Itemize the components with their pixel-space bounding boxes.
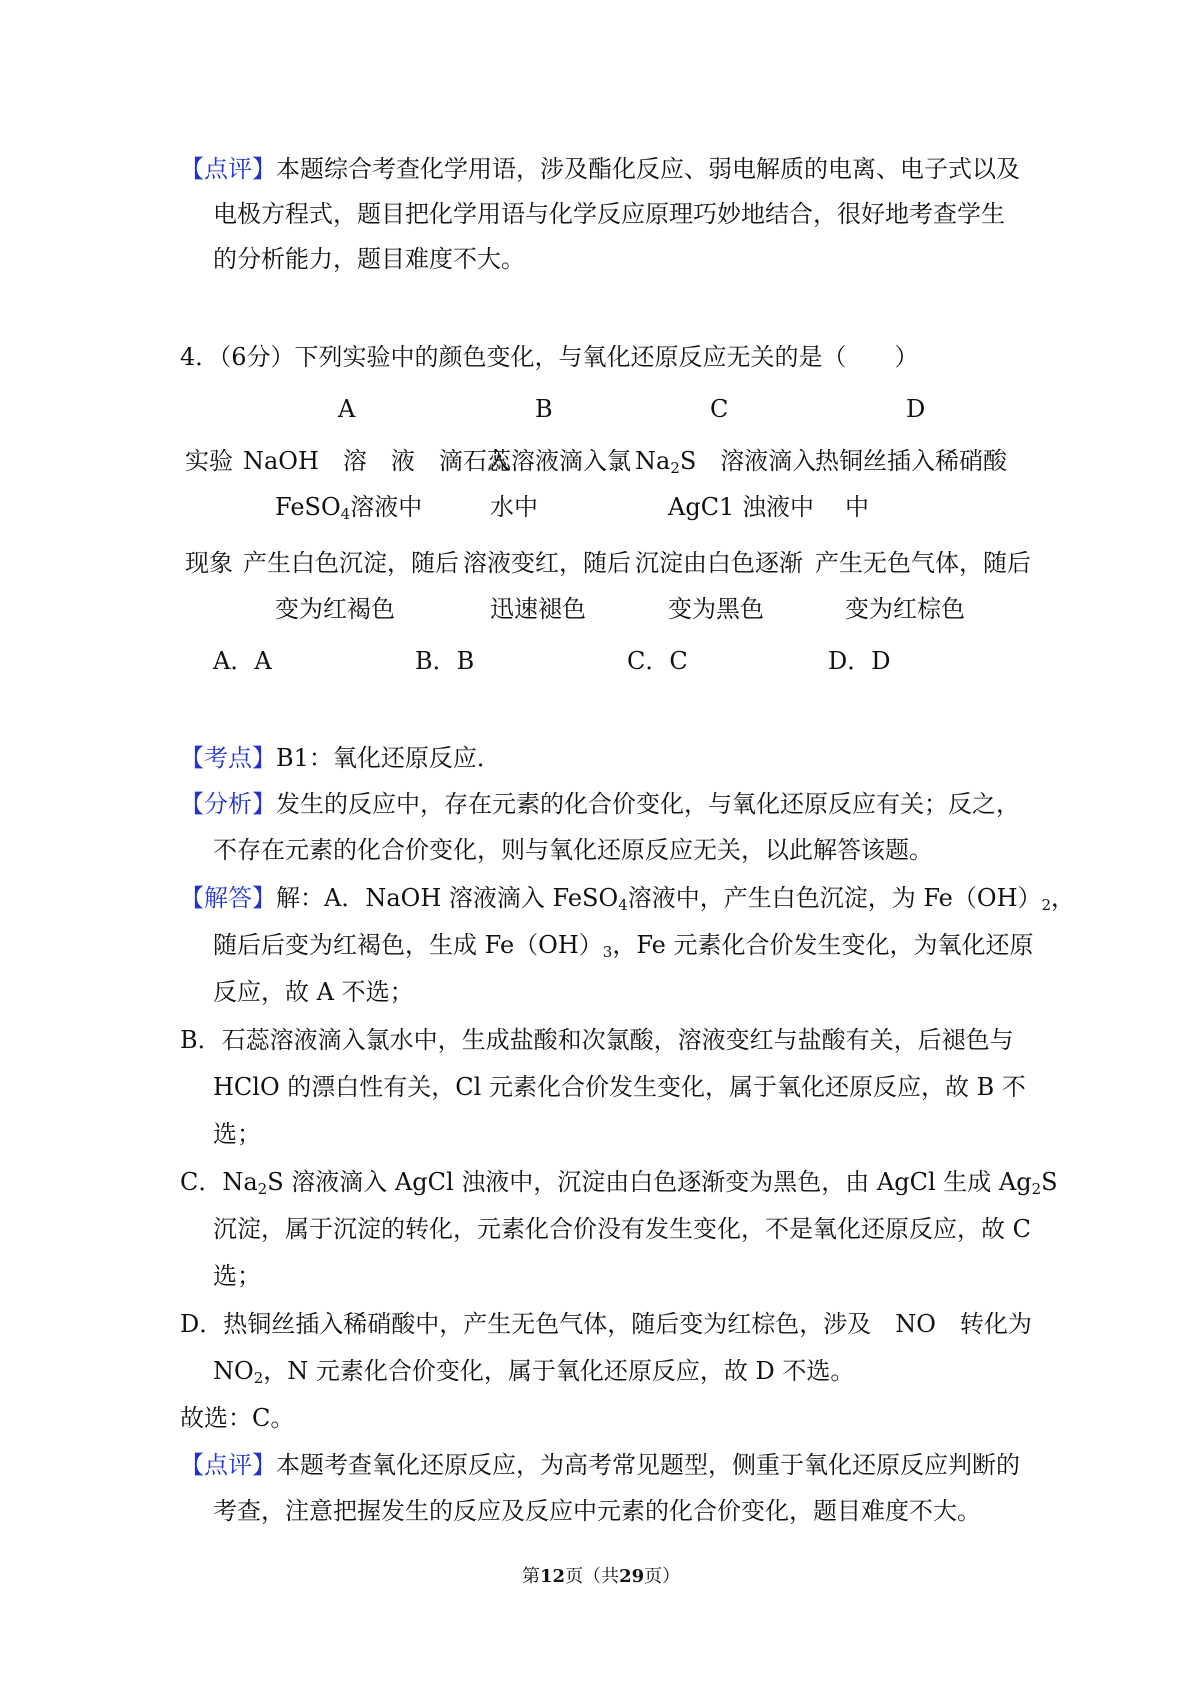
jieda-line-1: 【解答】解：A．NaOH 溶液滴入 FeSO$_4$溶液中，产生白色沉淀，为 $Fe(OH)_2$， [180,884,1076,914]
jieda-c-line-1: C．$Na_2S$ 溶液滴入 AgCl 浊液中，沉淀由白色逐渐变为黑色，由 AgCl 生成 $Ag_2S$ [180,1168,1058,1198]
cell-experiment-c-line-1: $Na_2S$ 溶液滴入 [635,447,817,477]
jieda-d-line-1: D．热铜丝插入稀硝酸中，产生无色气体，随后变为红棕色，涉及 NO 转化为 [180,1310,1032,1338]
review-2-line-2: 考查，注意把握发生的反应及反应中元素的化合价变化，题目难度不大。 [213,1497,981,1525]
cell-phenomenon-b-line-1: 溶液变红，随后 [463,549,631,577]
jieda-tag: 【解答】 [180,884,276,912]
answer-line: 故选：C。 [180,1404,295,1432]
table-header-b: B [535,395,553,423]
jieda-line-2: 随后后变为红褐色，生成 $Fe(OH)_3$，Fe 元素化合价发生变化，为氧化还原 [213,931,1034,961]
jieda-b-line-2: HClO 的漂白性有关，Cl 元素化合价发生变化，属于氧化还原反应，故 B 不 [213,1073,1026,1101]
cell-phenomenon-b-line-2: 迅速褪色 [490,595,586,623]
fenxi-line-2: 不存在元素的化合价变化，则与氧化还原反应无关，以此解答该题。 [213,836,933,864]
page-footer: 第12页（共29页） [522,1566,681,1587]
table-header-a: A [338,395,356,423]
cell-experiment-b-line-1: 石蕊溶液滴入氯 [463,447,631,475]
jieda-d-line-2: $NO_2$，N 元素化合价变化，属于氧化还原反应，故 D 不选。 [213,1357,855,1387]
review-1-line-1: 【点评】本题综合考查化学用语，涉及酯化反应、弱电解质的电离、电子式以及 [180,155,1020,183]
jieda-c-line-3: 选； [213,1262,261,1290]
kaodian-line: 【考点】B1：氧化还原反应． [180,744,501,772]
fenxi-tag: 【分析】 [180,790,276,818]
cell-experiment-c-line-2: AgC1 浊液中 [668,493,814,521]
fenxi-line-1: 【分析】发生的反应中，存在元素的化合价变化，与氧化还原反应有关；反之， [180,790,1020,818]
option-c: C．C [627,647,688,675]
question-stem: 4．（6分）下列实验中的颜色变化，与氧化还原反应无关的是（ ） [180,343,919,371]
review-2-tag: 【点评】 [180,1451,276,1479]
cell-phenomenon-c-line-1: 沉淀由白色逐渐 [635,549,803,577]
cell-phenomenon-a-line-2: 变为红褐色 [275,595,395,623]
row-label-experiment: 实验 [185,447,233,475]
option-d: D．D [828,647,891,675]
review-1-line-3: 的分析能力，题目难度不大。 [213,245,525,273]
cell-phenomenon-d-line-1: 产生无色气体，随后 [815,549,1031,577]
row-label-phenomenon: 现象 [185,549,233,577]
jieda-c-line-2: 沉淀，属于沉淀的转化，元素化合价没有发生变化，不是氧化还原反应，故 C [213,1215,1031,1243]
cell-phenomenon-c-line-2: 变为黑色 [668,595,764,623]
review-tag: 【点评】 [180,155,276,183]
kaodian-tag: 【考点】 [180,744,276,772]
jieda-line-3: 反应，故 A 不选； [213,978,414,1006]
jieda-b-line-3: 选； [213,1120,261,1148]
table-header-d: D [906,395,926,423]
jieda-b-line-1: B．石蕊溶液滴入氯水中，生成盐酸和次氯酸，溶液变红与盐酸有关，后褪色与 [180,1026,1014,1054]
cell-experiment-d-line-1: 热铜丝插入稀硝酸 [815,447,1007,475]
cell-experiment-a-line-1: NaOH 溶 液 滴 入 [243,447,511,475]
cell-experiment-d-line-2: 中 [845,493,869,521]
option-b: B．B [415,647,475,675]
option-a: A．A [213,647,272,675]
cell-phenomenon-d-line-2: 变为红棕色 [845,595,965,623]
cell-experiment-a-line-2: FeSO$_4$溶液中 [275,493,423,523]
cell-experiment-b-line-2: 水中 [490,493,538,521]
table-header-c: C [710,395,729,423]
cell-phenomenon-a-line-1: 产生白色沉淀，随后 [243,549,459,577]
review-1-line-2: 电极方程式，题目把化学用语与化学反应原理巧妙地结合，很好地考查学生 [213,200,1005,228]
review-2-line-1: 【点评】本题考查氧化还原反应，为高考常见题型，侧重于氧化还原反应判断的 [180,1451,1020,1479]
